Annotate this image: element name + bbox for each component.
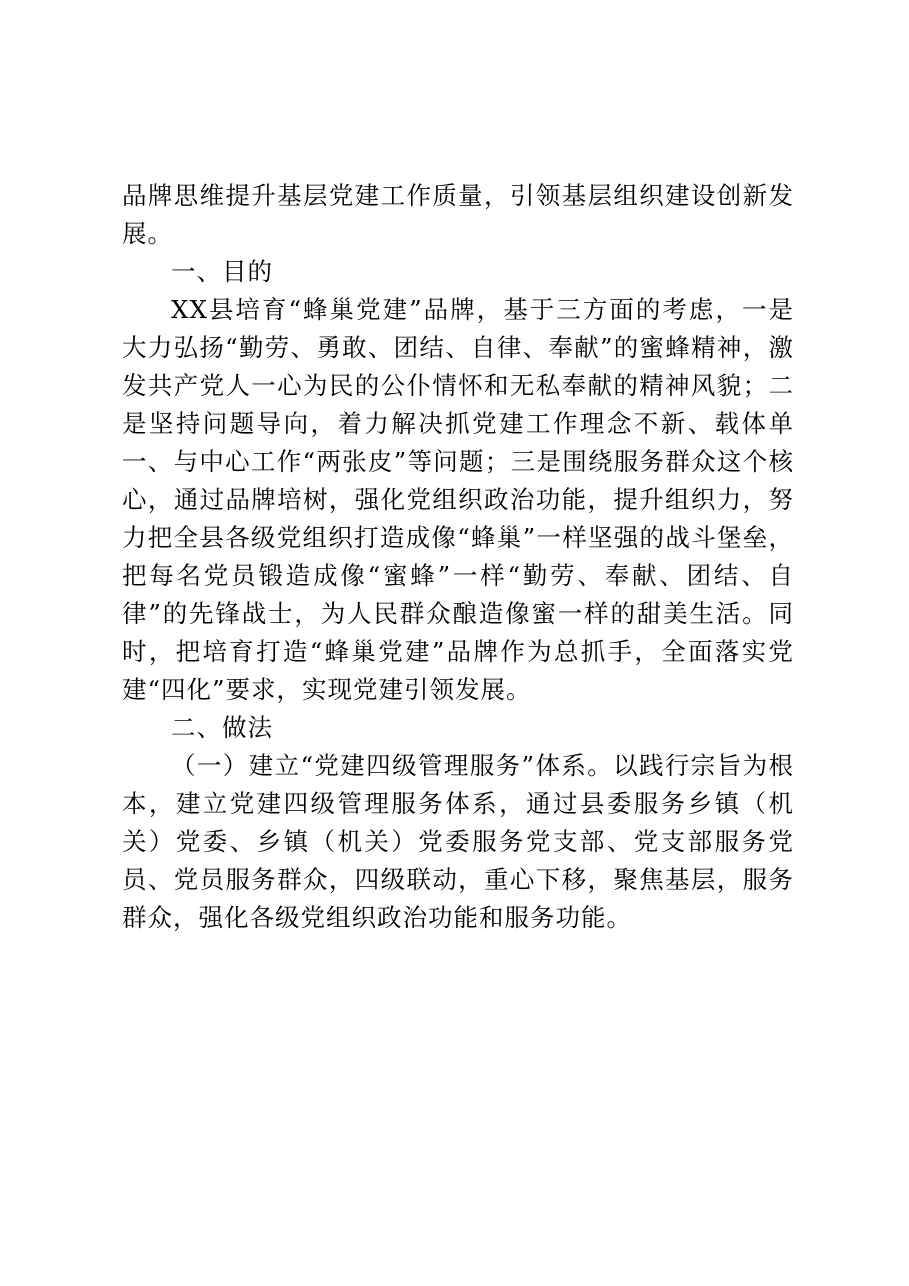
paragraph-purpose: XX县培育“蜂巢党建”品牌，基于三方面的考虑，一是大力弘扬“勤劳、勇敢、团结、自律、奉献”的蜜蜂精神，激发共产党人一心为民的公仆情怀和无私奉献的精神风貌；二是坚持问题导向，着力解决抓党建工作理念不新、载体单一、与中心工作“两张皮”等问题；三是围绕服务群众这个核心，通过品牌培树，强化党组织政治功能，提升组织力，努力把全县各级党组织打造成像“蜂巢”一样坚强的战斗堡垒，把每名党员锻造成像“蜜蜂”一样“勤劳、奉献、团结、自律”的先锋战士，为人民群众酿造像蜜一样的甜美生活。同时，把培育打造“蜂巢党建”品牌作为总抓手，全面落实党建“四化”要求，实现党建引领发展。 (122, 295, 794, 704)
document-page (122, 177, 794, 937)
paragraph-intro: 品牌思维提升基层党建工作质量，引领基层组织建设创新发展。 (122, 181, 794, 248)
section-heading-methods: 二、做法 (171, 713, 273, 742)
section-heading-purpose: 一、目的 (171, 257, 273, 286)
paragraph-methods-1: （一）建立“党建四级管理服务”体系。以践行宗旨为根本，建立党建四级管理服务体系，通过县委服务乡镇（机关）党委、乡镇（机关）党委服务党支部、党支部服务党员、党员服务群众，四级联动，重心下移，聚焦基层，服务群众，强化各级党组织政治功能和服务功能。 (122, 751, 794, 932)
